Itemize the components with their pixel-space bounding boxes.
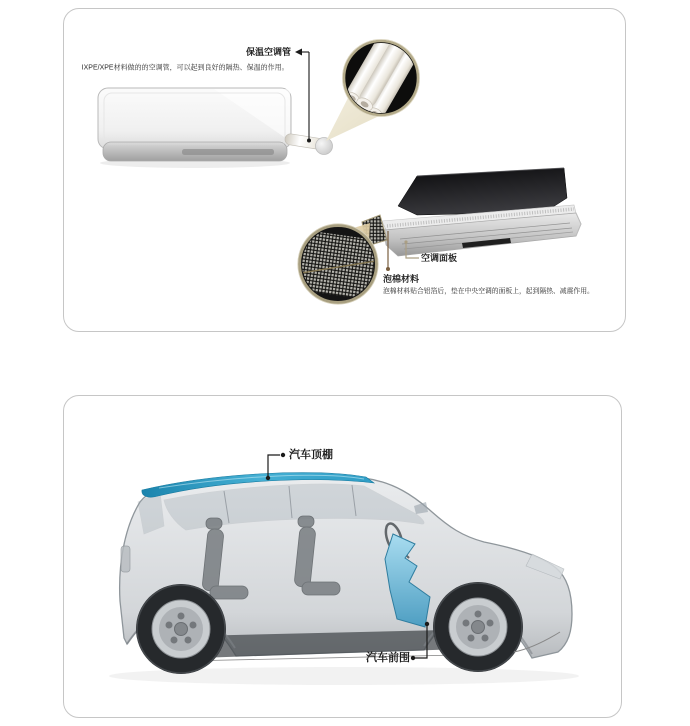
insulated-pipe-description: IXPE/XPE材料做的的空调管，可以起到良好的隔热、保温的作用。 [82,63,289,72]
ac-face-panel-label: 空调面板 [421,253,458,263]
car-cowl-label: 汽车前围 [366,652,410,664]
insulated-pipe-label: 保温空调管 [245,47,291,57]
ceiling-ac-unit [362,168,581,256]
wall-ac-unit [98,88,291,168]
foam-material-label: 泡棉材料 [383,274,420,284]
car-illustration [64,396,621,717]
ac-applications-panel [63,8,626,332]
pipe-callout-line [295,49,311,143]
car-roof-label: 汽车顶棚 [289,449,333,461]
foam-material-description: 泡棉材料贴合铝箔后，垫在中央空调的面板上，起到隔热、减震作用。 [383,287,594,296]
ac-illustration [64,9,625,331]
car-applications-panel [63,395,622,718]
insulated-pipe [284,133,332,154]
